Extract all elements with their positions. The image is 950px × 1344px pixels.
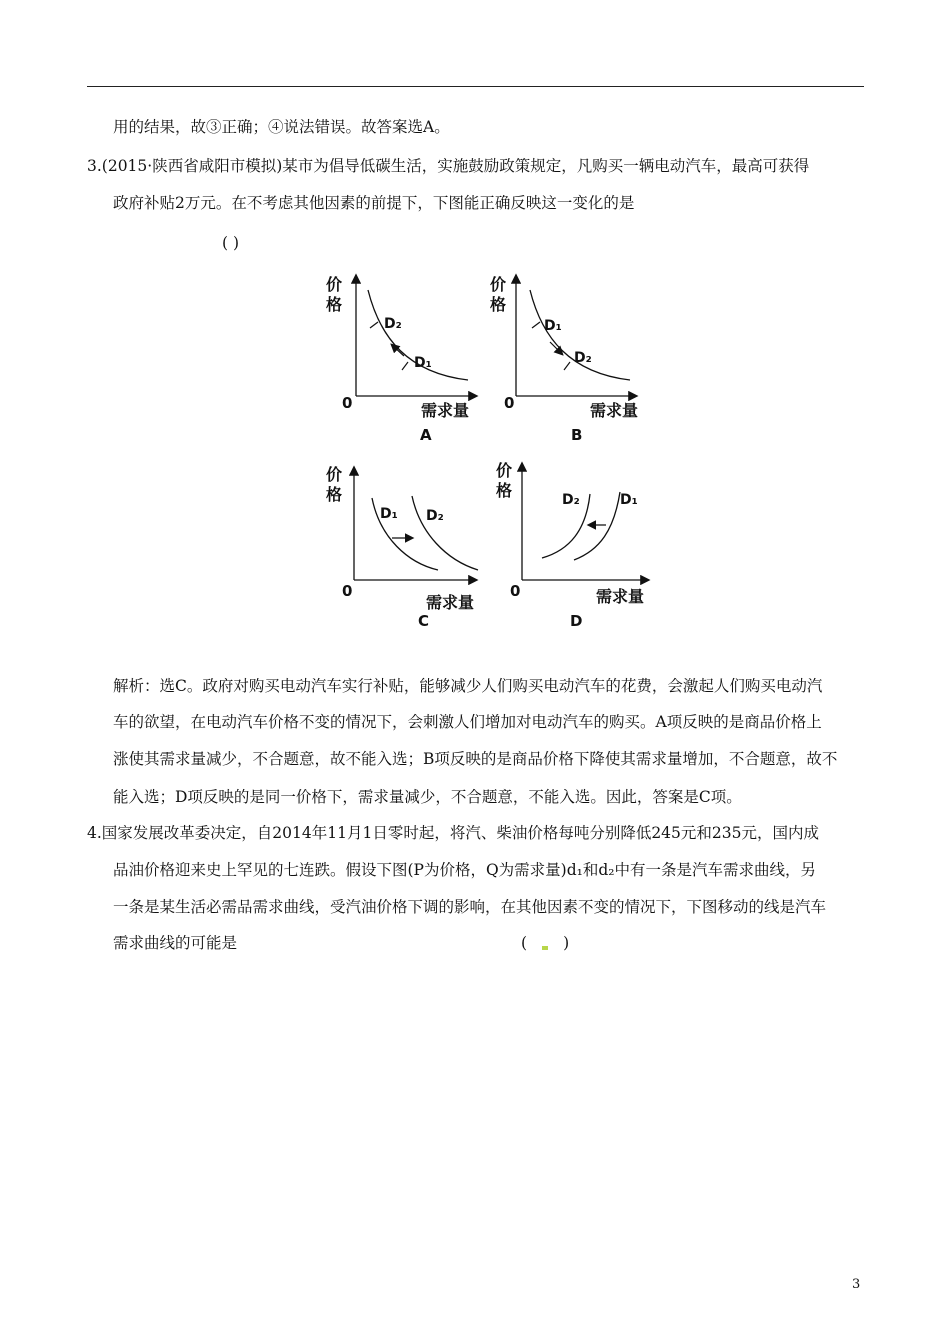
panel-caption-d: D <box>570 612 583 630</box>
curve-label-b-top: D₁ <box>544 318 562 334</box>
question-4-line-2: 品油价格迎来史上罕见的七连跌。假设下图(P为价格，Q为需求量)d₁和d₂中有一条是汽车需求曲线，另 <box>113 861 817 879</box>
y-axis-label-b-2: 格 <box>490 295 507 314</box>
analysis-line-4: 能入选；D项反映的是同一价格下，需求量减少，不合题意，不能入选。因此，答案是C项。 <box>113 788 742 806</box>
y-axis-label-d-1: 价 <box>496 461 513 480</box>
continuation-text: 用的结果，故③正确；④说法错误。故答案选A。 <box>113 118 450 136</box>
question-3-line-1: 3.(2015·陕西省咸阳市模拟)某市为倡导低碳生活，实施鼓励政策规定，凡购买一辆电动汽车，最高可获得 <box>87 157 810 175</box>
y-axis-label-a-1: 价 <box>326 275 343 294</box>
y-axis-label-a-2: 格 <box>326 295 343 314</box>
curve-label-a-top: D₂ <box>384 316 402 332</box>
origin-c: 0 <box>342 582 353 600</box>
curve-label-b-bottom: D₂ <box>574 350 592 366</box>
x-axis-label-d: 需求量 <box>596 587 645 606</box>
panel-d <box>496 461 648 630</box>
y-axis-label-c-2: 格 <box>326 485 343 504</box>
panel-a <box>326 275 476 444</box>
curve-label-c-left: D₁ <box>380 506 398 522</box>
origin-b: 0 <box>504 394 515 412</box>
curve-label-d-right: D₁ <box>620 492 638 508</box>
demand-curve-figure <box>318 268 663 642</box>
question-4-line-4: 需求曲线的可能是 <box>113 934 238 952</box>
panel-b <box>490 275 638 444</box>
question-4-line-1: 4.国家发展改革委决定，自2014年11月1日零时起，将汽、柴油价格每吨分别降低245元和235元，国内成 <box>87 824 819 842</box>
highlight-mark <box>542 946 548 950</box>
analysis-line-3: 涨使其需求量减少，不合题意，故不能入选；B项反映的是商品价格下降使其需求量增加，不合题意，故不 <box>113 750 838 768</box>
y-axis-label-c-1: 价 <box>326 465 343 484</box>
arrow-a <box>392 345 404 356</box>
bracket-open: ( <box>521 934 528 952</box>
panel-caption-b: B <box>571 426 583 444</box>
answer-bracket-q4 <box>521 933 569 953</box>
y-axis-label-b-1: 价 <box>490 275 507 294</box>
bracket-close: ) <box>563 934 570 952</box>
origin-a: 0 <box>342 394 353 412</box>
page-number: 3 <box>852 1277 861 1292</box>
header-rule <box>87 86 864 87</box>
answer-bracket: ( ) <box>222 234 240 252</box>
panel-caption-c: C <box>418 612 430 630</box>
question-3-line-2: 政府补贴2万元。在不考虑其他因素的前提下，下图能正确反映这一变化的是 <box>113 194 635 212</box>
demand-curve-b <box>530 290 630 380</box>
x-axis-label-a: 需求量 <box>421 401 470 420</box>
curve-label-c-right: D₂ <box>426 508 444 524</box>
question-4-line-3: 一条是某生活必需品需求曲线，受汽油价格下调的影响，在其他因素不变的情况下，下图移动的线是汽车 <box>113 898 827 916</box>
demand-curve-c-2 <box>412 496 478 570</box>
x-axis-label-c: 需求量 <box>426 593 475 612</box>
curve-label-a-bottom: D₁ <box>414 355 432 371</box>
origin-d: 0 <box>510 582 521 600</box>
analysis-line-2: 车的欲望，在电动汽车价格不变的情况下，会刺激人们增加对电动汽车的购买。A项反映的是商品价格上 <box>113 713 822 731</box>
analysis-line-1: 解析：选C。政府对购买电动汽车实行补贴，能够减少人们购买电动汽车的花费，会激起人们购买电动汽 <box>113 677 823 695</box>
panel-c <box>326 465 478 630</box>
x-axis-label-b: 需求量 <box>590 401 639 420</box>
panel-caption-a: A <box>420 426 432 444</box>
curve-label-d-left: D₂ <box>562 492 580 508</box>
y-axis-label-d-2: 格 <box>496 481 513 500</box>
